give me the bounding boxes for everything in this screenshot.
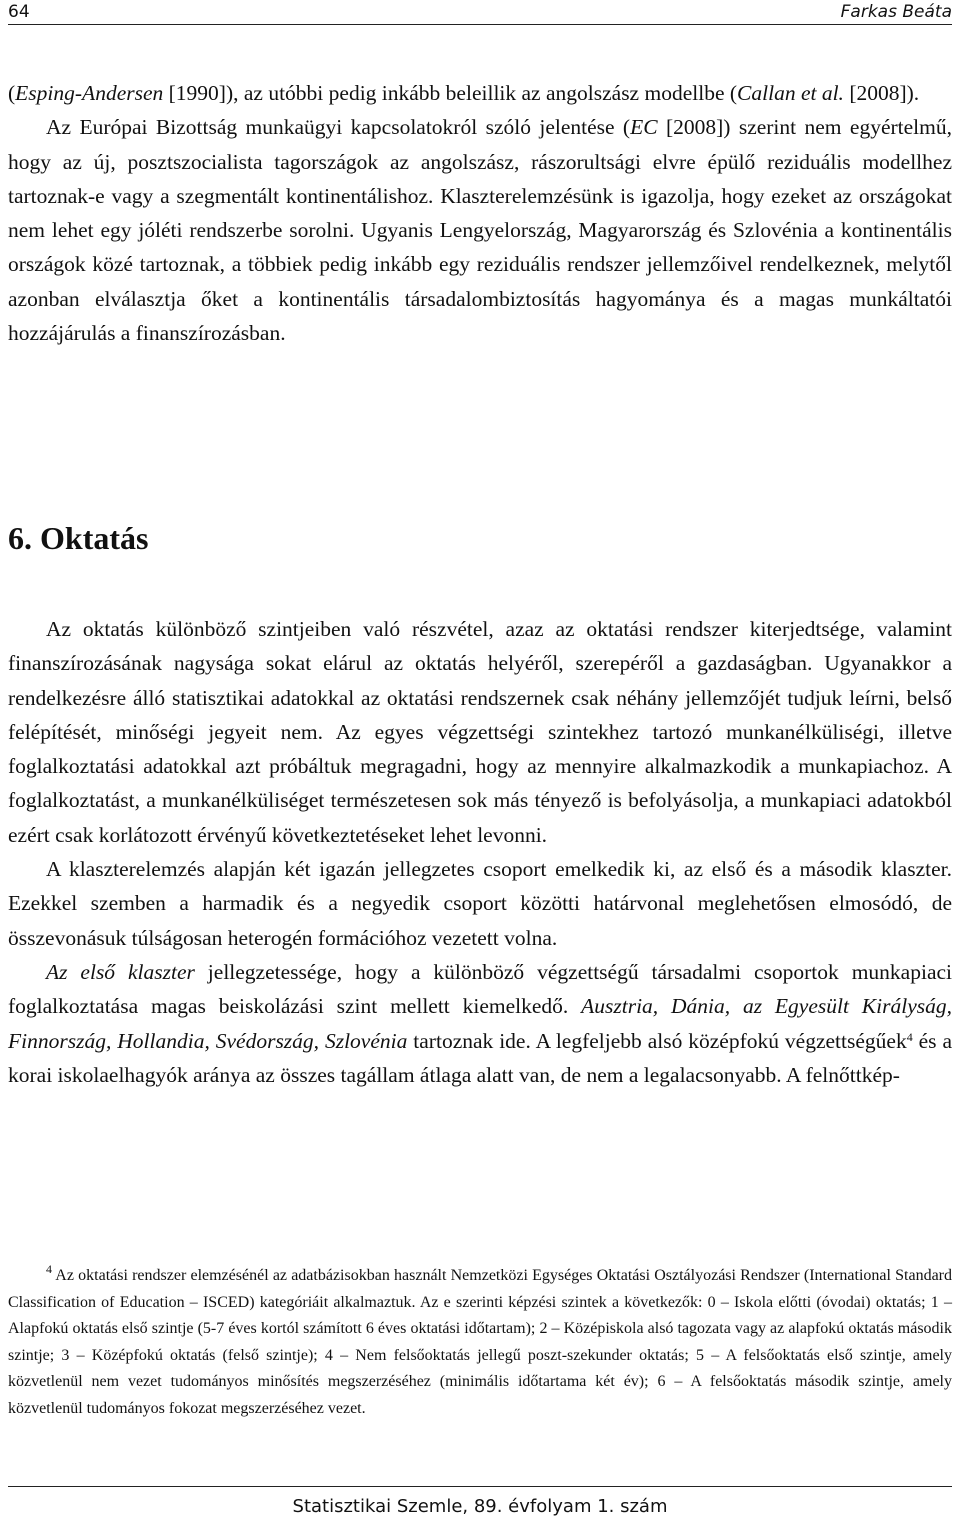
- citation-callan: Callan et al.: [737, 81, 844, 105]
- emphasis-countries: Ausztria, Dánia, az Egyesült Királyság, Finnország, Hollandia, Svédország, Szlovénia: [8, 994, 952, 1053]
- main-paragraph-3: [8, 955, 952, 1092]
- footnote-area: [8, 1263, 952, 1422]
- page-header: [8, 0, 952, 25]
- journal-name: Statisztikai Szemle, 89. évfolyam 1. szám: [292, 1496, 668, 1517]
- section-heading: 6. Oktatás: [8, 520, 149, 556]
- intro-paragraph-1: (Esping-Andersen [1990]), az utóbbi pedig inkább beleillik az angolszász modellbe (Callan et al. [2008]).: [8, 81, 920, 105]
- footnote-text: Az oktatási rendszer elemzésénél az adatbázisokban használt Nemzetközi Egységes Oktatási Osztályozási Rendszer (International Standard Classification of Education – ISCED) kategóriáit alkalmaztuk. Az e szerinti képzési szintek a következők: 0 – Iskola előtti (óvodai) oktatás; 1 – Alapfokú oktatás első szintje (5-7 éves kortól számított 6 éves oktatási időtartam); 2 – Középiskola alsó tagozata vagy az alapfokú oktatás második szintje; 3 – Középfokú oktatás (felső szintje); 4 – Nem felsőoktatás jellegű poszt-szekunder oktatás; 5 – A felsőoktatás első szintje, amely közvetlenül nem vezet tudományos minősítés megszerzéséhez (minimális időtartama két év); 6 – A felsőoktatás második szintje, amely közvetlenül tudományos fokozat megszerzéséhez vezet.: [8, 1267, 952, 1417]
- paragraph-text: tartoznak ide. A legfeljebb alsó középfokú végzettségűek: [407, 1028, 907, 1053]
- intro-text-block: [8, 76, 952, 350]
- emphasis-first-cluster: Az első klaszter: [46, 959, 195, 984]
- paragraph-text: Az Európai Bizottság munkaügyi kapcsolatokról szóló jelentése (: [46, 115, 631, 140]
- page-footer: [8, 1486, 952, 1517]
- citation-ec: EC: [630, 115, 658, 140]
- paragraph-text: és a korai iskolaelhagyók aránya az összes tagállam átlaga alatt van, de nem a legalacsonyabb. A felnőttkép-: [8, 1028, 952, 1087]
- running-head-author: Farkas Beáta: [840, 2, 952, 22]
- citation-esping-andersen: Esping-Andersen: [15, 81, 164, 105]
- citation-text: [1990]), az utóbbi pedig inkább beleillik az angolszász modellbe: [163, 81, 725, 105]
- intro-paragraph-2: [8, 110, 952, 350]
- footnote-marker: 4: [46, 1262, 52, 1276]
- paragraph-text: jellegzetessége, hogy a különböző végzettségű társadalmi csoportok munkapiaci foglalkoztatása magas beiskolázási szint mellett kiemelkedő.: [8, 959, 952, 1019]
- footnote-reference[interactable]: 4: [906, 1029, 913, 1044]
- footnote-4: [8, 1263, 952, 1422]
- citation-text: [2008]).: [843, 81, 920, 105]
- main-paragraph-2: A klaszterelemzés alapján két igazán jellegzetes csoport emelkedik ki, az első és a második klaszter. Ezekkel szemben a harmadik és a negyedik csoport közötti határvonal meglehetősen elmosódó, de összevonásuk túlságosan heterogén formációhoz vezetett volna.: [8, 857, 952, 950]
- main-paragraph-1: Az oktatás különböző szintjeiben való részvétel, azaz az oktatási rendszer kiterjedtsége, valamint finanszírozásának nagysága sokat elárul az oktatás helyéről, szerepéről a gazdaságban. Ugyanakkor a rendelkezésre álló statisztikai adatokkal az oktatási rendszernek csak néhány jellemzőjét tudjuk leírni, belső felépítését, minőségi jegyeit nem. Az egyes végzettségi szintekhez tartozó munkanélküliségi, illetve foglalkoztatási adatokkal azt próbáltuk megragadni, hogy az mennyire alkalmazkodik a munkapiachoz. A foglalkoztatást, a munkanélküliséget természetesen sok más tényező is befolyásolja, a munkapiaci adatokból ezért csak korlátozott érvényű következtetéseket lehet levonni.: [8, 617, 952, 847]
- main-text-block: [8, 612, 952, 1092]
- page-number: 64: [8, 2, 30, 22]
- paragraph-text: [2008]) szerint nem egyértelmű, hogy az új, posztszocialista tagországok az angolszász, rászorultsági elvre épülő reziduális modellhez tartoznak-e vagy a szegmentált kontinentálishoz. Klaszterelemzésünk is igazolja, hogy ezeket az országokat nem lehet egy jóléti rendszerbe sorolni. Ugyanis Lengyelország, Magyarország és Szlovénia a kontinentális országok közé tartoznak, a többiek pedig inkább egy reziduális rendszer jellemzőivel rendelkeznek, melytől azonban elválasztja őket a kontinentális társadalombiztosítás hagyománya és a magas munkáltatói hozzájárulás a finanszírozásban.: [8, 115, 952, 346]
